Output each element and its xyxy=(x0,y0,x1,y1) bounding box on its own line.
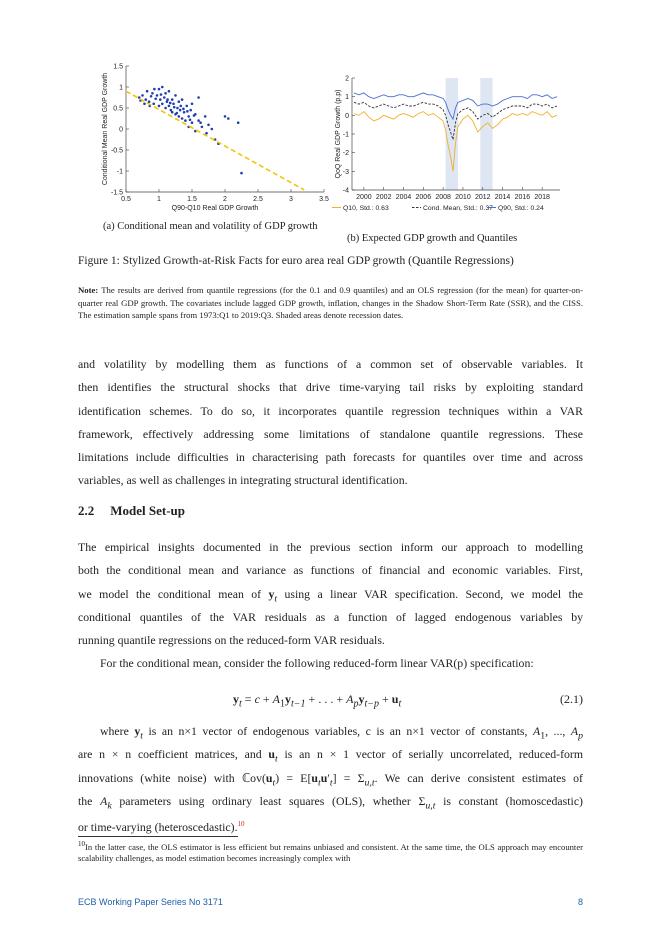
scatter-point xyxy=(240,172,243,175)
scatter-point xyxy=(178,115,181,118)
scatter-point xyxy=(193,114,196,117)
paragraph-3-text: For the conditional mean, consider the following reduced-form linear VAR(p) specification: xyxy=(100,656,534,670)
plot-area xyxy=(126,66,324,192)
recession-band xyxy=(480,78,492,190)
para4-line: are n × n coefficient matrices, and $u_t$ is an n × 1 vector of serially uncorrelated, reduced-form xyxy=(78,747,584,765)
y-tick-label: 0 xyxy=(345,112,349,120)
scatter-chart xyxy=(100,60,332,220)
scatter-point xyxy=(201,126,204,129)
equation-body: $y_t = c + A_1y_{t-1}$ + . . . + $A_py_{t-p} + u_t$ xyxy=(233,692,402,710)
scatter-point xyxy=(174,94,177,97)
scatter-point xyxy=(138,96,141,99)
x-tick-label: 2008 xyxy=(435,194,451,201)
figure-caption: Figure 1: Stylized Growth-at-Risk Facts for euro area real GDP growth (Quantile Regressions) xyxy=(78,255,514,267)
scatter-point xyxy=(181,117,184,120)
scatter-point xyxy=(158,88,161,91)
scatter-point xyxy=(145,98,148,101)
scatter-point xyxy=(224,115,227,118)
panel-b-caption: (b) Expected GDP growth and Quantiles xyxy=(347,233,518,244)
section-heading xyxy=(78,503,185,519)
scatter-point xyxy=(152,103,155,106)
scatter-point xyxy=(204,115,207,118)
y-tick-label: 1.5 xyxy=(113,63,123,71)
scatter-point xyxy=(164,107,167,110)
recession-band xyxy=(446,78,458,190)
scatter-point xyxy=(151,92,154,95)
scatter-point xyxy=(161,86,164,89)
scatter-point xyxy=(211,128,214,131)
note-label: Note: xyxy=(78,285,99,295)
scatter-point xyxy=(197,119,200,122)
para4-line: the $A_k$ parameters using ordinary least squares (OLS), whether $\Sigma_{u,t}$ is constant (homoscedastic) xyxy=(78,793,583,812)
y-tick-label: -2 xyxy=(342,150,349,158)
scatter-point xyxy=(227,117,230,120)
scatter-point xyxy=(181,98,184,101)
para1-line: then identifies the structural shocks that drive time-varying tail risks by exploiting standard xyxy=(78,380,583,395)
section-number: 2.2 xyxy=(78,503,95,518)
scatter-point xyxy=(159,98,162,101)
para1-line: identification schemes. To do so, it incorporates quantile regression techniques within a VAR xyxy=(78,403,583,418)
y-axis-label: Conditional Mean Real GDP Growth xyxy=(102,72,109,186)
legend-label: Cond. Mean, Std.: 0.37 xyxy=(423,205,493,212)
scatter-point xyxy=(182,108,185,111)
scatter-point xyxy=(191,121,194,124)
para2-line: running quantile regressions on the reduced-form VAR residuals. xyxy=(78,633,385,648)
y-tick-label: 0.5 xyxy=(113,105,123,113)
scatter-point xyxy=(171,98,174,101)
scatter-point xyxy=(160,93,163,96)
paragraph-1 xyxy=(78,353,583,493)
scatter-point xyxy=(154,97,157,100)
para1-line: variables, as well as challenges in integrating structural identification. xyxy=(78,473,408,488)
paragraph-3 xyxy=(78,652,583,675)
scatter-point xyxy=(176,107,179,110)
legend-label: Q10, Std.: 0.63 xyxy=(343,205,389,212)
section-title: Model Set-up xyxy=(110,503,185,518)
y-tick-label: 2 xyxy=(345,75,349,83)
para2-line: The empirical insights documented in the previous section inform our approach to modelling xyxy=(78,540,583,554)
note-text: The results are derived from quantile regressions (for the 0.1 and 0.9 quantiles) and an OLS regression (for the mean) for quarter-on-quarter real GDP growth. The covariates include lagged GDP growth, inflation, changes in the Shadow Short-Term Rate (SSR), and the CISS. The estimation sample spans from 1973:Q1 to 2019:Q3. Shaded areas denote recession dates. xyxy=(78,285,583,321)
scatter-point xyxy=(168,90,171,93)
scatter-point xyxy=(185,105,188,108)
line-chart xyxy=(330,72,570,220)
para1-line: framework, effectively addressing some limitations of standalone quantile regressions. These xyxy=(78,426,583,441)
scatter-point xyxy=(197,96,200,99)
scatter-point xyxy=(187,115,190,118)
para4-line: or time-varying (heteroscedastic).$^{10}$ xyxy=(78,820,245,835)
x-tick-label: 2002 xyxy=(375,194,392,201)
scatter-point xyxy=(179,109,182,112)
scatter-point xyxy=(143,103,146,106)
x-tick-label: 1 xyxy=(157,196,161,203)
footer-page-number[interactable]: 8 xyxy=(577,897,583,907)
scatter-point xyxy=(171,111,174,114)
y-axis-label: QoQ Real GDP Growth (p.p) xyxy=(335,89,342,179)
para4-line: innovations (white noise) with $ℂov(u_t) = E[u_tu'_t] = \Sigma_{u,t}$. We can derive consistent estimates of xyxy=(78,770,583,788)
x-tick-label: 1.5 xyxy=(187,196,197,203)
x-tick-label: 0.5 xyxy=(121,196,131,203)
y-tick-label: -1 xyxy=(116,168,123,176)
scatter-point xyxy=(168,105,171,108)
y-tick-label: -0.5 xyxy=(110,147,123,155)
scatter-point xyxy=(150,95,153,98)
para2-line: both the conditional mean and variance as functions of financial and economic variables. First, xyxy=(78,563,583,578)
footnote-number: 10 xyxy=(78,840,85,848)
footer-series[interactable]: ECB Working Paper Series No 3171 xyxy=(78,897,223,907)
x-tick-label: 2.5 xyxy=(253,196,263,203)
x-tick-label: 2018 xyxy=(534,194,550,201)
footnote-10 xyxy=(78,839,583,865)
scatter-point xyxy=(169,102,172,105)
y-tick-label: -1.5 xyxy=(110,189,123,197)
x-tick-label: 2004 xyxy=(395,194,412,201)
y-tick-label: 1 xyxy=(119,84,123,92)
y-tick-label: 1 xyxy=(345,94,349,102)
footnote-rule xyxy=(78,836,238,837)
scatter-point xyxy=(146,90,149,93)
x-tick-label: 2010 xyxy=(455,194,471,201)
x-tick-label: 2012 xyxy=(474,194,491,201)
scatter-point xyxy=(184,119,187,122)
x-tick-label: 3.5 xyxy=(319,196,329,203)
scatter-point xyxy=(153,88,156,91)
panel-a-caption: (a) Conditional mean and volatility of GDP growth xyxy=(103,221,318,232)
scatter-point xyxy=(178,100,181,103)
x-axis-label: Q90-Q10 Real GDP Growth xyxy=(171,205,259,212)
scatter-point xyxy=(179,105,182,108)
paragraph-4 xyxy=(78,720,583,836)
footnote-text: In the latter case, the OLS estimator is less efficient but remains unbiased and consistent. At the same time, the OLS approach may encounter scalability challenges, as model estimation becomes increasingly complex with xyxy=(78,841,583,864)
paragraph-2 xyxy=(78,536,583,652)
scatter-point xyxy=(164,92,167,95)
scatter-point xyxy=(163,96,166,99)
scatter-point xyxy=(172,103,175,106)
x-tick-label: 2 xyxy=(223,196,227,203)
scatter-point xyxy=(207,124,210,127)
y-tick-label: -1 xyxy=(342,131,349,139)
scatter-point xyxy=(186,110,189,113)
x-tick-label: 2006 xyxy=(415,194,432,201)
x-tick-label: 2016 xyxy=(514,194,531,201)
scatter-point xyxy=(205,132,208,135)
legend-label: Q90, Std.: 0.24 xyxy=(498,205,544,212)
scatter-point xyxy=(158,105,161,108)
para1-line: limitations include difficulties in characterising path forecasts for quantiles over time and across xyxy=(78,450,583,465)
scatter-point xyxy=(199,121,202,124)
scatter-point xyxy=(189,118,192,121)
y-tick-label: 0 xyxy=(119,126,123,134)
x-tick-label: 2000 xyxy=(356,194,372,201)
scatter-point xyxy=(166,98,169,101)
scatter-point xyxy=(173,106,176,109)
y-tick-label: -4 xyxy=(342,187,349,195)
footnote-reference[interactable]: 10 xyxy=(237,820,245,829)
x-tick-label: 2014 xyxy=(494,194,511,201)
equation-number: (2.1) xyxy=(560,692,583,706)
para2-line: conditional quantiles of the VAR residuals as a function of lagged endogenous variables by xyxy=(78,609,583,624)
scatter-point xyxy=(191,103,194,106)
para1-line: and volatility by modelling them as functions of a common set of observable variables. It xyxy=(78,357,583,371)
scatter-point xyxy=(176,112,179,115)
scatter-point xyxy=(161,103,164,106)
x-tick-label: 3 xyxy=(289,196,293,203)
y-tick-label: -3 xyxy=(342,168,349,176)
scatter-point xyxy=(189,109,192,112)
scatter-point xyxy=(156,94,159,97)
scatter-point xyxy=(183,111,186,114)
scatter-point xyxy=(141,94,144,97)
figure-note xyxy=(78,284,583,322)
scatter-point xyxy=(237,121,240,124)
para4-line: where $y_t$ is an n×1 vector of endogenous variables, c is an n×1 vector of constants, $A_1$, ..., $A_p$ xyxy=(100,724,583,742)
para2-line: we model the conditional mean of $y_t$ using a linear VAR specification. Second, we model the xyxy=(78,586,583,604)
